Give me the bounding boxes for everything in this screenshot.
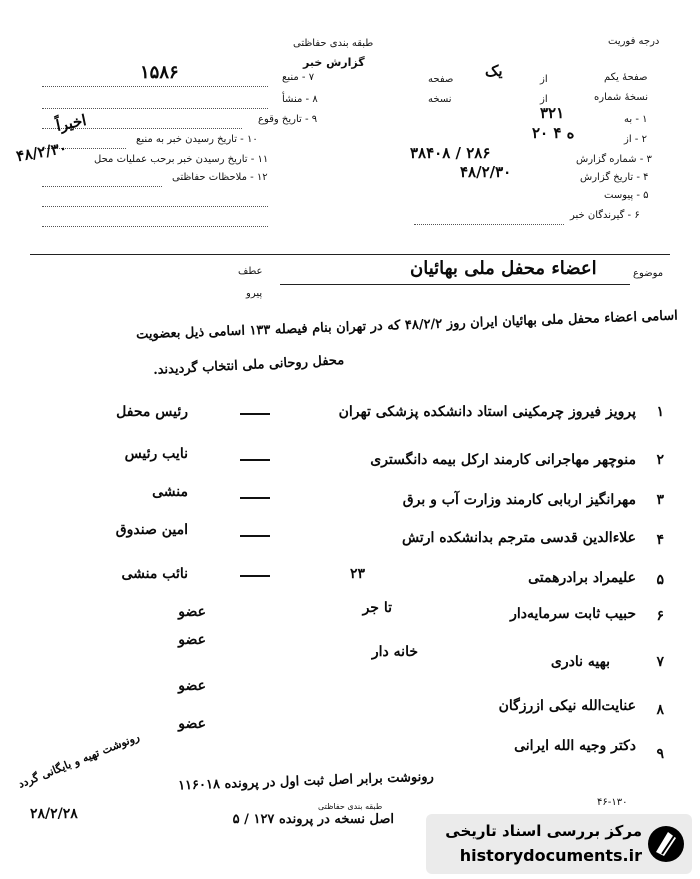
field-label-security-notes: ۱۲ - ملاحظات حفاظتی: [172, 172, 268, 183]
body-line-1: اسامی اعضاء محفل ملی بهائیان ایران روز ۴۸/۲/۲ که در تهران بنام فیصله ۱۳۳ اسامی ذیل بعضویت: [136, 308, 679, 343]
footer-note-1: رونوشت برابر اصل ثبت اول در پرونده ۱۱۶۰۱۸: [177, 769, 435, 794]
row-value-to: ۳۲۱: [540, 104, 565, 122]
field-value-received-ops: ۴۸/۲/۳۰: [14, 138, 69, 166]
page-word: صفحه: [428, 74, 454, 85]
footer-note-3: رونوشت تهیه و بایگانی گردد: [16, 730, 142, 791]
field-value-source: ۱۵۸۶: [140, 62, 179, 83]
member-role: عضو: [178, 678, 206, 694]
urgency-label: درجه فوریت: [608, 36, 660, 47]
member-annotation: خانه دار: [371, 644, 418, 660]
row-label-report-date: ۴ - تاریخ گزارش: [580, 172, 649, 183]
member-name: حبیب ثابت سرمایه‌دار: [510, 606, 636, 622]
member-role: امین صندوق: [115, 522, 188, 538]
member-role: عضو: [178, 604, 206, 620]
member-num: ۳: [656, 492, 664, 508]
row-label-recipients: ۶ - گیرندگان خبر: [570, 210, 640, 221]
field-label-received-source: ۱۰ - تاریخ رسیدن خبر به منبع: [136, 134, 258, 145]
member-name: دکتر وجیه الله ایرانی: [514, 738, 636, 754]
member-num: ۸: [656, 702, 664, 718]
classification-label: طبقه بندی حفاظتی: [293, 38, 374, 49]
atf-label: عطف: [238, 266, 263, 277]
row-value-report-date: ۴۸/۲/۳۰: [460, 163, 512, 181]
member-annotation: ۲۳: [350, 566, 366, 582]
subject-label: موضوع: [633, 268, 664, 279]
row-label-from: ۲ - از: [624, 134, 647, 145]
member-role: منشی: [152, 484, 188, 500]
page-value: یک: [485, 62, 503, 80]
footer-date: ۲۸/۲/۲۸: [30, 806, 78, 822]
copy-word: نسخه: [428, 94, 452, 105]
footer-ref: ۴۶-۱۳۰: [597, 797, 628, 808]
divider-top: [30, 254, 670, 255]
row-label-report-number: ۳ - شماره گزارش: [576, 154, 652, 165]
member-name: علیمراد برادرهمتی: [528, 570, 636, 586]
footer-note-2: اصل نسخه در پرونده ۱۲۷ / ۵: [232, 812, 394, 827]
report-title: گزارش خبر: [303, 56, 365, 69]
page-label: صفحهٔ یکم: [604, 72, 648, 83]
role-dashes: [230, 400, 300, 760]
row-label-to: ۱ - به: [624, 114, 648, 125]
watermark-title: مرکز بررسی اسناد تاریخی: [445, 822, 642, 840]
field-value-occurrence-date: اخیراً: [54, 111, 88, 135]
member-num: ۲: [656, 452, 664, 468]
member-name: علاءالدین قدسی مترجم بدانشکده ارتش: [401, 530, 636, 546]
field-label-occurrence-date: ۹ - تاریخ وقوع: [258, 114, 318, 125]
row-value-report-number: ۳۸۴۰۸ / ۲۸۶: [410, 144, 491, 162]
member-role: نایب رئیس: [124, 446, 188, 462]
row-label-attachment: ۵ - پیوست: [604, 190, 649, 201]
footer-classification: طبقه بندی حفاظتی: [318, 802, 383, 811]
member-num: ۱: [656, 404, 664, 420]
watermark-site: historydocuments.ir: [459, 846, 642, 865]
body-line-2: محفل روحانی ملی انتخاب گردیدند.: [152, 353, 345, 378]
member-role: عضو: [178, 632, 206, 648]
member-name: عنایت‌الله نیکی ازرزگان: [498, 698, 636, 714]
member-name: پرویز فیروز چرمکینی استاد دانشکده پزشکی تهران: [338, 404, 636, 420]
member-num: ۵: [656, 572, 664, 588]
member-role: رئیس محفل: [116, 404, 188, 420]
member-name: بهیه نادری: [550, 654, 610, 670]
watermark-box: [426, 814, 692, 874]
peyvast-label: پیرو: [246, 288, 263, 299]
copy-label: نسخهٔ شماره: [594, 92, 648, 103]
member-num: ۴: [656, 532, 664, 548]
subject-value: اعضاء محفل ملی بهائیان: [410, 258, 597, 279]
member-role: عضو: [178, 716, 206, 732]
page-from: از: [540, 74, 548, 85]
member-num: ۷: [656, 654, 664, 670]
field-label-source: ۷ - منبع: [282, 72, 315, 83]
field-label-received-ops: ۱۱ - تاریخ رسیدن خبر برحب عملیات محل: [94, 154, 269, 165]
member-annotation: تا جر: [362, 600, 392, 616]
member-name: مهرانگیز اربابی کارمند وزارت آب و برق: [402, 492, 636, 508]
member-num: ۹: [656, 746, 664, 762]
watermark-logo-icon: [646, 822, 686, 866]
member-name: منوچهر مهاجرانی کارمند ارکل بیمه دانگستری: [370, 452, 636, 468]
copy-from: از: [540, 94, 548, 105]
member-role: نائب منشی: [121, 566, 188, 582]
field-label-origin: ۸ - منشأ: [282, 94, 318, 105]
member-num: ۶: [656, 608, 664, 624]
row-value-from: ۲۰ ه ۴: [532, 124, 575, 142]
